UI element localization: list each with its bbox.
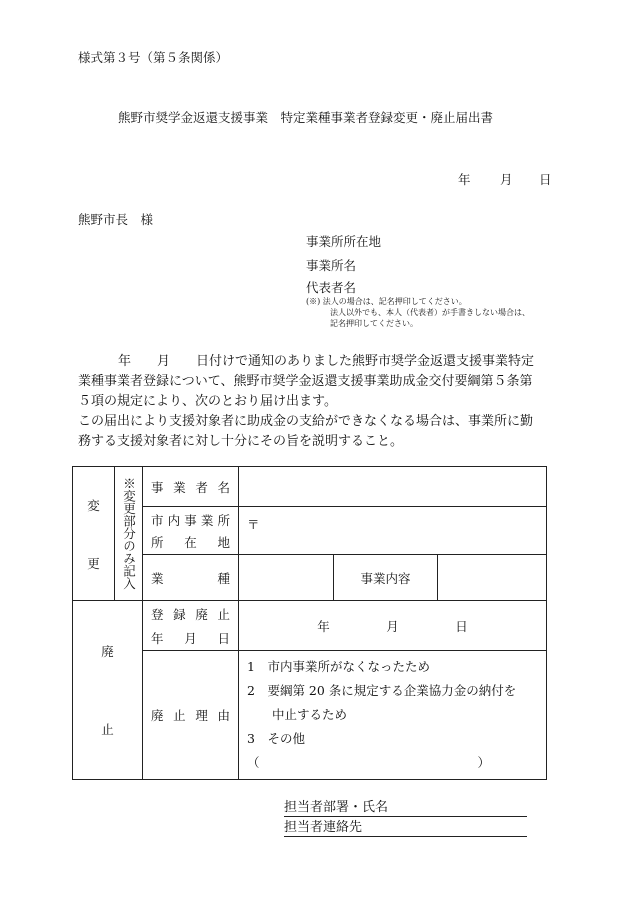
contact-dept-line[interactable]: [284, 796, 527, 817]
abolish-date-label-line2: 年 月 日: [151, 630, 230, 646]
change-note: ※変更部分のみ記入: [121, 477, 137, 590]
abolish-label-top: 廃: [101, 644, 114, 659]
abolish-date-field[interactable]: [239, 601, 547, 651]
contact-info-label: 担当者連絡先: [284, 820, 363, 835]
abolish-date-label-cell: [143, 601, 239, 651]
office-label-line1: 市 内 事 業 所: [151, 512, 230, 528]
office-name-label: 事業所名: [306, 258, 357, 273]
seal-notes: [306, 296, 530, 329]
reason-option-2[interactable]: 2 要綱第 20 条に規定する企業協力金の納付を: [247, 683, 517, 698]
change-section-label: [73, 467, 115, 601]
change-note-cell: [115, 467, 143, 601]
contact-dept-label: 担当者部署・氏名: [284, 800, 389, 815]
representative-label: 代表者名: [306, 280, 357, 295]
abolish-year: 年: [317, 618, 330, 634]
body-line-1: 年 月 日付けで通知のありました熊野市奨学金返還支援事業特定: [118, 354, 535, 369]
body-paragraph: [78, 352, 556, 452]
other-paren-open: （: [247, 755, 260, 770]
abolish-day: 日: [455, 618, 468, 634]
change-label-bottom: 更: [87, 555, 100, 571]
business-content-field[interactable]: [438, 555, 547, 601]
body-line-2: 業種事業者登録について、熊野市奨学金返還支援事業助成金交付要綱第５条第: [78, 374, 533, 389]
reason-options[interactable]: [239, 651, 547, 780]
abolish-month: 月: [386, 618, 399, 634]
document-title: 熊野市奨学金返還支援事業 特定業種事業者登録変更・廃止届出書: [118, 110, 494, 125]
other-reason-field[interactable]: [247, 751, 538, 775]
seal-note-2: 法人以外でも、本人（代表者）が手書きしない場合は、: [330, 308, 530, 317]
address-label: 事業所所在地: [306, 234, 382, 249]
form-number: 様式第３号（第５条関係）: [78, 50, 229, 65]
reason-label: 廃 止 理 由: [151, 708, 230, 723]
seal-note-3: 記名押印してください。: [330, 319, 418, 328]
other-paren-close: ）: [477, 755, 491, 770]
office-address-field[interactable]: [239, 507, 547, 555]
body-line-5: 務する支援対象者に対し十分にその旨を説明すること。: [78, 434, 404, 449]
office-address-label-cell: [143, 507, 239, 555]
addressee: 熊野市長 様: [78, 212, 154, 227]
abolish-section-label: [73, 601, 143, 780]
business-name-field[interactable]: [239, 467, 547, 507]
abolish-date-label-line1: 登 録 廃 止: [151, 606, 230, 622]
change-abolish-table: [72, 466, 547, 780]
industry-label: 業 種: [151, 570, 230, 586]
office-label-line2: 所 在 地: [151, 534, 230, 550]
date-month: 月: [500, 172, 513, 187]
body-line-4: この届出により支援対象者に助成金の支給ができなくなる場合は、事業所に勤: [78, 414, 534, 429]
abolish-label-bottom: 止: [101, 722, 114, 737]
date-year: 年: [458, 172, 471, 187]
reason-option-1[interactable]: 1 市内事業所がなくなったため: [247, 659, 430, 674]
reason-label-cell: [143, 651, 239, 780]
reason-option-2-cont: 中止するため: [247, 707, 348, 722]
change-label-top: 変: [87, 497, 100, 513]
business-content-label: 事業内容: [334, 555, 438, 601]
business-name-label-cell: [143, 467, 239, 507]
contact-info-line[interactable]: [284, 816, 527, 837]
postal-mark: 〒: [247, 517, 260, 532]
body-line-3: ５項の規定により、次のとおり届け出ます。: [78, 394, 337, 409]
date-day: 日: [539, 172, 552, 187]
industry-field[interactable]: [239, 555, 334, 601]
reason-option-3[interactable]: 3 その他: [247, 731, 305, 746]
business-name-label: 事 業 者 名: [151, 479, 230, 495]
industry-label-cell: [143, 555, 239, 601]
seal-note-1: (※) 法人の場合は、記名押印してください。: [306, 297, 467, 306]
